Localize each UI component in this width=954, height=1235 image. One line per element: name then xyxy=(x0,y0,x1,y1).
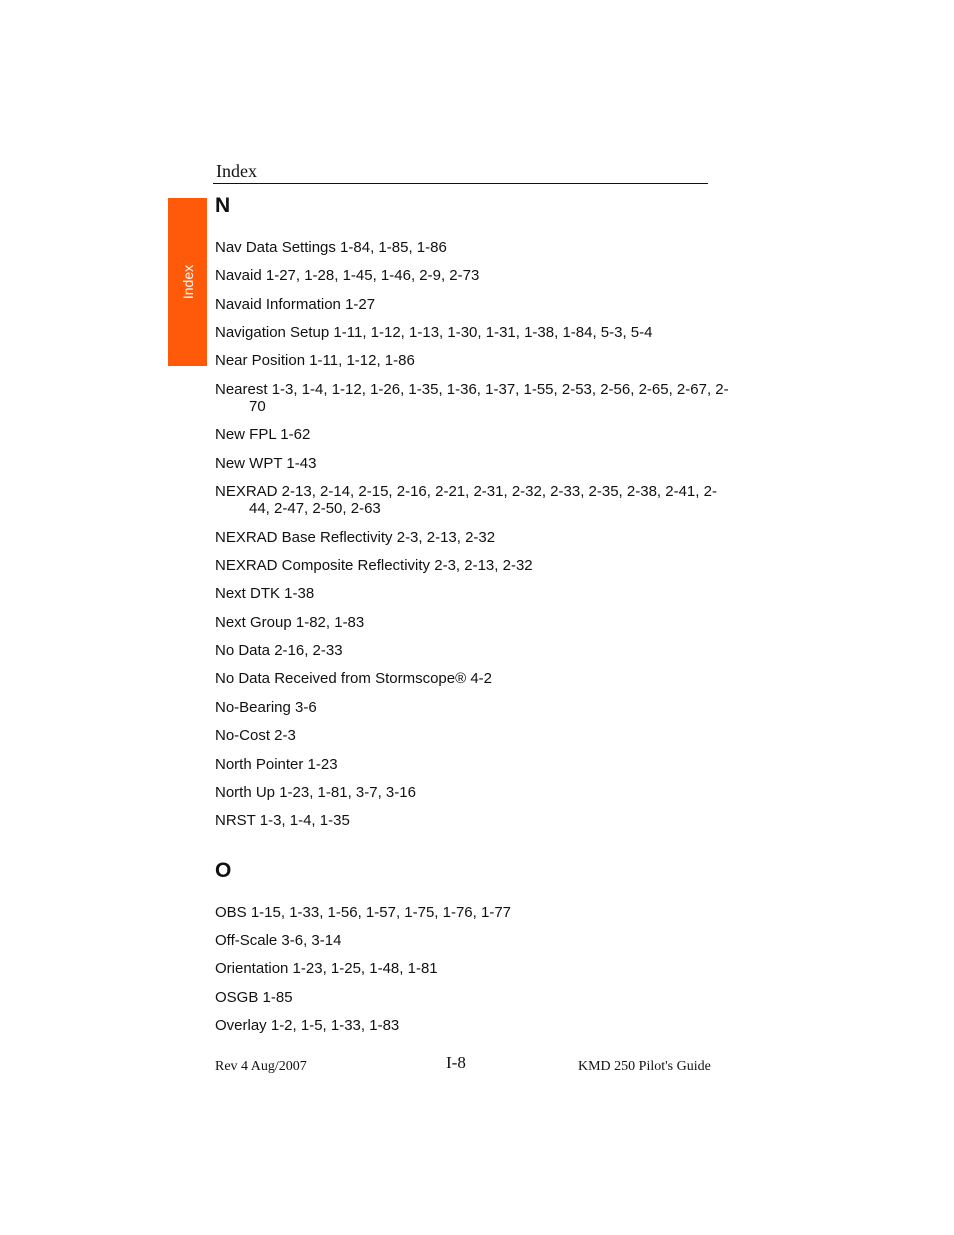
index-entry: Orientation 1-23, 1-25, 1-48, 1-81 xyxy=(215,960,438,977)
footer-page-number: I-8 xyxy=(446,1053,466,1072)
index-entry: Overlay 1-2, 1-5, 1-33, 1-83 xyxy=(215,1017,400,1034)
index-entry: No-Bearing 3-6 xyxy=(215,699,317,716)
section-letter-o: O xyxy=(215,859,232,882)
header-rule xyxy=(213,183,708,184)
index-entry: Navaid 1-27, 1-28, 1-45, 1-46, 2-9, 2-73 xyxy=(215,267,480,284)
index-entry: Off-Scale 3-6, 3-14 xyxy=(215,932,342,949)
index-entry: Near Position 1-11, 1-12, 1-86 xyxy=(215,352,415,369)
index-entry: Next DTK 1-38 xyxy=(215,585,315,602)
index-entry: Next Group 1-82, 1-83 xyxy=(215,614,365,631)
index-entry: No-Cost 2-3 xyxy=(215,727,296,744)
index-entry: Nav Data Settings 1-84, 1-85, 1-86 xyxy=(215,239,447,256)
page-header-title: Index xyxy=(216,161,257,181)
index-entry: OBS 1-15, 1-33, 1-56, 1-57, 1-75, 1-76, 1-77 xyxy=(215,904,512,921)
side-tab-label: Index xyxy=(179,264,196,300)
footer-guide-title: KMD 250 Pilot's Guide xyxy=(578,1059,711,1074)
index-entry: NEXRAD Composite Reflectivity 2-3, 2-13, 2-32 xyxy=(215,557,533,574)
index-entry: NEXRAD Base Reflectivity 2-3, 2-13, 2-32 xyxy=(215,529,496,546)
index-entry: OSGB 1-85 xyxy=(215,989,293,1006)
index-entry: New WPT 1-43 xyxy=(215,455,317,472)
section-letter-n: N xyxy=(215,194,231,217)
index-entry: North Up 1-23, 1-81, 3-7, 3-16 xyxy=(215,784,416,801)
index-entry: Nearest 1-3, 1-4, 1-12, 1-26, 1-35, 1-36, 1-37, 1-55, 2-53, 2-56, 2-65, 2-67, 2-70 xyxy=(215,381,729,415)
index-entry: No Data Received from Stormscope® 4-2 xyxy=(215,670,492,687)
index-side-tab xyxy=(168,198,207,366)
index-entry: NRST 1-3, 1-4, 1-35 xyxy=(215,812,350,829)
footer-revision: Rev 4 Aug/2007 xyxy=(215,1059,307,1074)
index-entry: Navigation Setup 1-11, 1-12, 1-13, 1-30, 1-31, 1-38, 1-84, 5-3, 5-4 xyxy=(215,324,653,341)
index-entry: NEXRAD 2-13, 2-14, 2-15, 2-16, 2-21, 2-31, 2-32, 2-33, 2-35, 2-38, 2-41, 2-44, 2-47, 2-50, 2-63 xyxy=(215,483,717,517)
index-entry: No Data 2-16, 2-33 xyxy=(215,642,343,659)
index-entry: North Pointer 1-23 xyxy=(215,756,338,773)
index-entry: Navaid Information 1-27 xyxy=(215,296,376,313)
index-entry: New FPL 1-62 xyxy=(215,426,311,443)
